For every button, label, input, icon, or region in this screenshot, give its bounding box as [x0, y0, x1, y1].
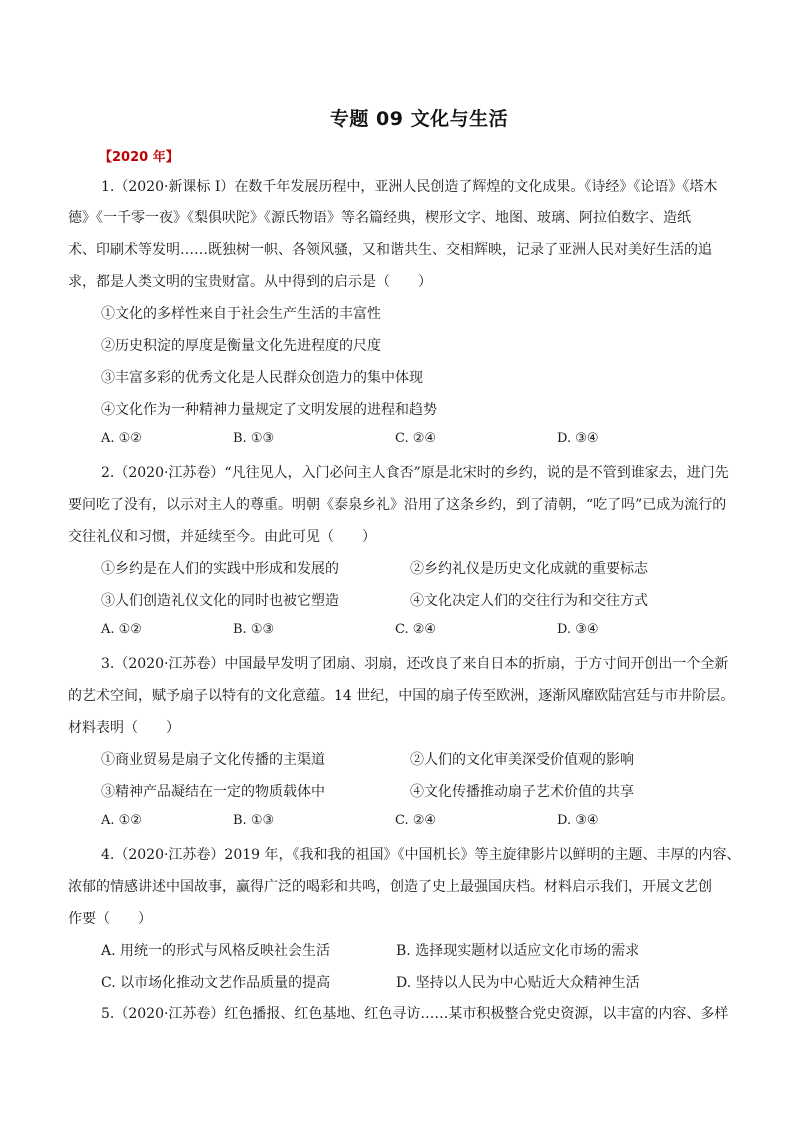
q4-answer-d: D. 坚持以人民为中心贴近大众精神生活 [396, 975, 640, 991]
q1-line-4: 求，都是人类文明的宝贵财富。从中得到的启示是（ ） [68, 274, 432, 290]
q2-answer-c: C. ②④ [395, 622, 437, 637]
q3-option-4: ④文化传播推动扇子艺术价值的共享 [410, 784, 634, 800]
q1-line-3: 术、印刷术等发明……既独树一帜、各领风骚，又和谐共生、交相辉映，记录了亚洲人民对美好生活的追 [68, 242, 712, 258]
q3-line-1: 3.（2020·江苏卷）中国最早发明了团扇、羽扇，还改良了来自日本的折扇，于方寸间开创出一个全新 [101, 656, 729, 672]
q3-option-2: ②人们的文化审美深受价值观的影响 [410, 752, 634, 768]
q2-option-4: ④文化决定人们的交往行为和交往方式 [410, 593, 648, 609]
q1-option-2: ②历史积淀的厚度是衡量文化先进程度的尺度 [101, 338, 381, 354]
q1-answer-b: B. ①③ [233, 431, 275, 446]
q4-answer-c: C. 以市场化推动文艺作品质量的提高 [101, 975, 331, 991]
q3-option-1: ①商业贸易是扇子文化传播的主渠道 [101, 752, 325, 768]
q4-line-2: 浓郁的情感讲述中国故事，赢得广泛的喝彩和共鸣，创造了史上最强国庆档。材料启示我们，开展文艺创 [68, 879, 712, 895]
q1-option-4: ④文化作为一种精神力量规定了文明发展的进程和趋势 [101, 402, 437, 418]
q3-answer-a: A. ①② [101, 813, 142, 828]
year-tag: 【2020 年】 [99, 150, 179, 165]
q2-option-2: ②乡约礼仪是历史文化成就的重要标志 [410, 561, 648, 577]
q2-line-3: 交往礼仪和习惯，并延续至今。由此可见（ ） [68, 529, 376, 545]
q1-option-3: ③丰富多彩的优秀文化是人民群众创造力的集中体现 [101, 370, 423, 386]
q3-answer-c: C. ②④ [395, 813, 437, 828]
q2-answer-b: B. ①③ [233, 622, 275, 637]
q4-line-1: 4.（2020·江苏卷）2019 年，《我和我的祖国》《中国机长》等主旋律影片以鲜明的主题、丰厚的内容、 [101, 847, 741, 863]
page-title: 专题 09 文化与生活 [329, 108, 509, 130]
q4-answer-b: B. 选择现实题材以适应文化市场的需求 [396, 943, 640, 959]
q5-line-1: 5.（2020·江苏卷）红色播报、红色基地、红色寻访……某市积极整合党史资源，以丰富的内容、多样 [101, 1006, 729, 1022]
q2-answer-d: D. ③④ [557, 622, 599, 637]
q3-answer-d: D. ③④ [557, 813, 599, 828]
q2-option-1: ①乡约是在人们的实践中形成和发展的 [101, 561, 339, 577]
q3-line-2: 的艺术空间，赋予扇子以特有的文化意蕴。14 世纪，中国的扇子传至欧洲，逐渐风靡欧陆宫廷与市井阶层。 [68, 688, 735, 704]
q3-line-3: 材料表明（ ） [68, 720, 180, 736]
q1-answer-d: D. ③④ [557, 431, 599, 446]
q1-answer-c: C. ②④ [395, 431, 437, 446]
q2-option-3: ③人们创造礼仪文化的同时也被它塑造 [101, 593, 339, 609]
q4-line-3: 作要（ ） [68, 911, 152, 927]
q2-line-1: 2.（2020·江苏卷）“凡往见人，入门必问主人食否”原是北宋时的乡约，说的是不管到谁家去，进门先 [101, 465, 729, 481]
q1-option-1: ①文化的多样性来自于社会生产生活的丰富性 [101, 306, 381, 322]
q2-answer-a: A. ①② [101, 622, 142, 637]
q1-line-2: 德》《一千零一夜》《梨俱吠陀》《源氏物语》等名篇经典，楔形文字、地图、玻璃、阿拉伯数字、造纸 [68, 210, 691, 226]
q3-answer-b: B. ①③ [233, 813, 275, 828]
q4-answer-a: A. 用统一的形式与风格反映社会生活 [101, 943, 331, 959]
q3-option-3: ③精神产品凝结在一定的物质载体中 [101, 784, 325, 800]
q2-line-2: 要问吃了没有，以示对主人的尊重。明朝《泰泉乡礼》沿用了这条乡约，到了清朝，“吃了吗”已成为流行的 [68, 497, 727, 513]
q1-line-1: 1.（2020·新课标 I）在数千年发展历程中，亚洲人民创造了辉煌的文化成果。《诗经》《论语》《塔木 [101, 179, 718, 195]
q1-answer-a: A. ①② [101, 431, 142, 446]
